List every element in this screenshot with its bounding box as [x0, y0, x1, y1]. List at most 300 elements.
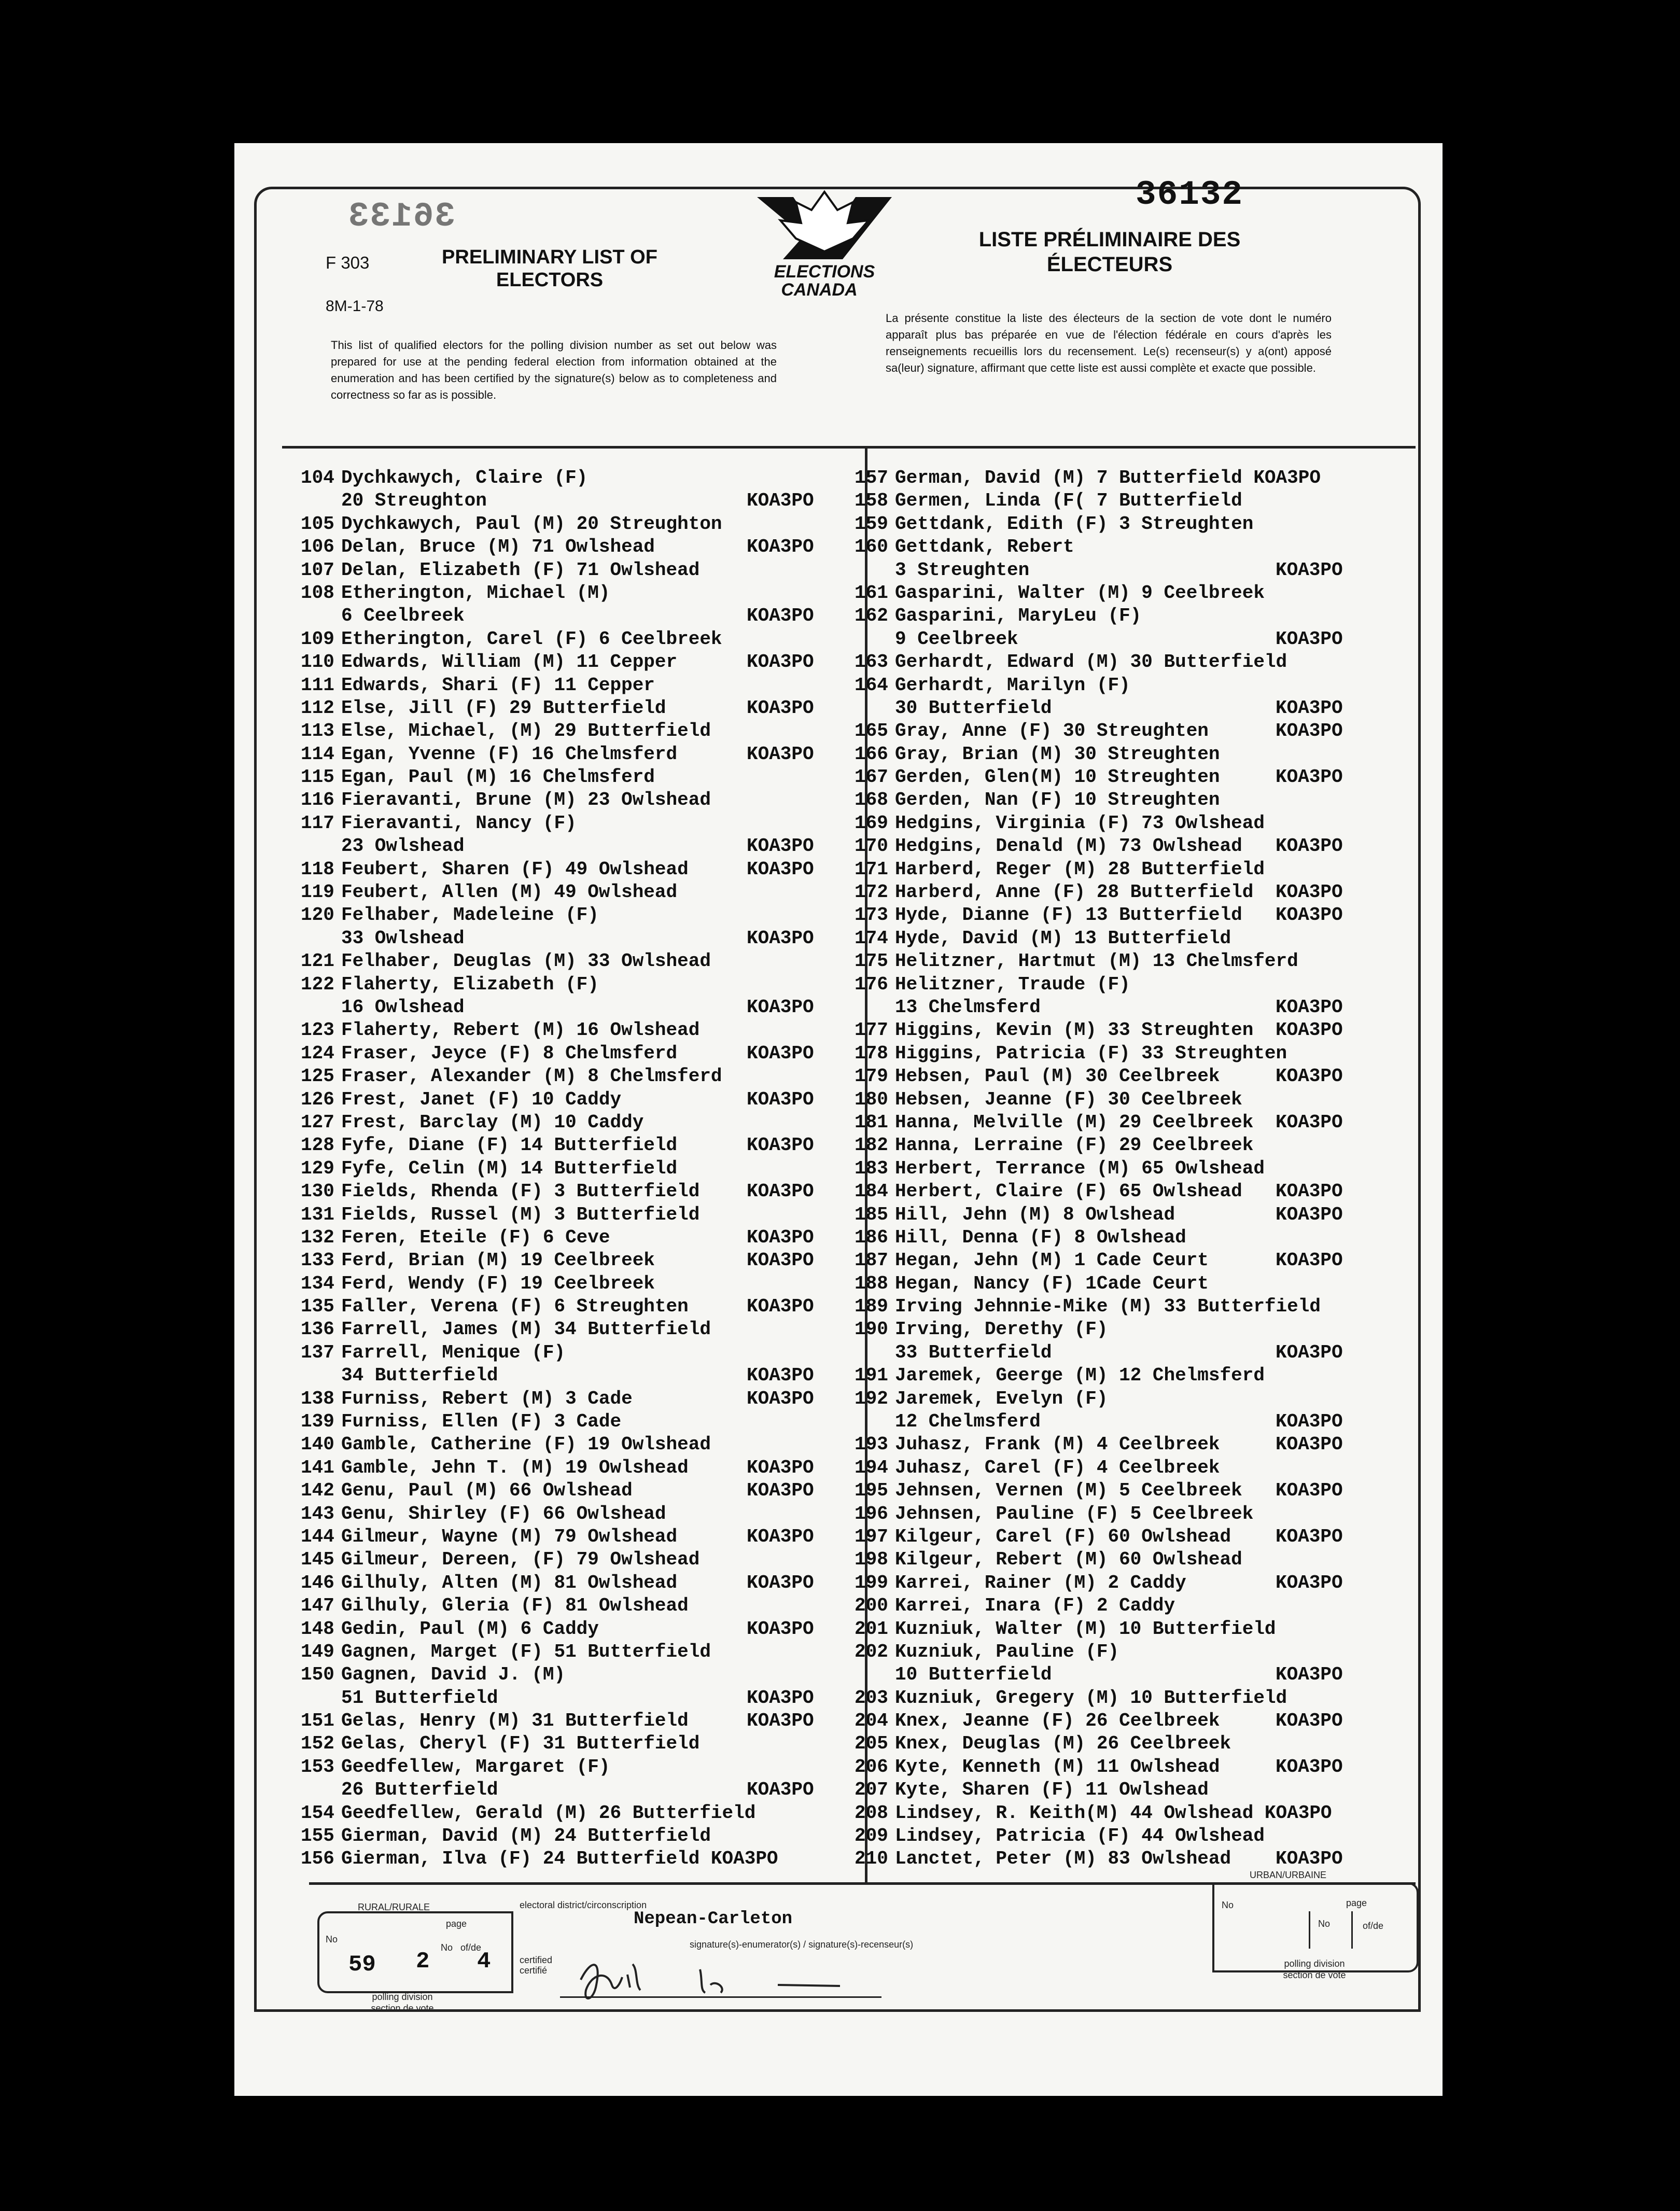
- elector-entry: Else, Jill (F) 29 Butterfield: [341, 697, 666, 719]
- intro-french: La présente constitue la liste des électeurs de la section de vote dont le numéro apparaît plus bas préparée en vue de l'élection fédérale en cours d'après les renseignements recueillis lors du recensement. Le(s) recenseur(s) y a(ont) apposé sa(leur) signature, affirmant que cette liste est aussi complète et exacte que possible.: [886, 312, 1332, 374]
- elector-row: [301, 1618, 814, 1641]
- elector-row: [855, 1364, 1332, 1387]
- elector-entry: Hegan, Jehn (M) 1 Cade Ceurt: [895, 1250, 1209, 1271]
- elector-row: [301, 1479, 814, 1502]
- elector-row: [855, 996, 1343, 1019]
- elector-entry: 12 Chelmsferd: [895, 1411, 1041, 1433]
- elector-row: [855, 1594, 1332, 1617]
- elector-entry: Hill, Jehn (M) 8 Owlshead: [895, 1204, 1175, 1225]
- elector-entry: Gerden, Nan (F) 10 Streughten: [895, 789, 1220, 811]
- elector-entry: Fieravanti, Brune (M) 23 Owlshead: [341, 789, 711, 811]
- elector-row: [855, 582, 1332, 605]
- elector-row: [301, 1042, 814, 1065]
- elector-row: [855, 1272, 1332, 1295]
- elector-number: 174: [855, 927, 888, 949]
- elector-entry: Egan, Yvenne (F) 16 Chelmsferd: [341, 743, 678, 765]
- elector-number: 176: [855, 973, 888, 995]
- elector-entry: Gettdank, Edith (F) 3 Streughten: [895, 513, 1254, 535]
- elector-number: 130: [301, 1181, 334, 1202]
- elector-number: 114: [301, 743, 334, 765]
- elector-entry: Gedin, Paul (M) 6 Caddy: [341, 1618, 599, 1640]
- postal-code: KOA3PO: [747, 1388, 814, 1409]
- elector-entry: Kuzniuk, Walter (M) 10 Butterfield: [895, 1618, 1276, 1640]
- elector-number: 157: [855, 467, 888, 488]
- postal-code: KOA3PO: [1276, 996, 1343, 1018]
- elector-number: 143: [301, 1503, 334, 1524]
- elector-entry: Dychkawych, Paul (M) 20 Streughton: [341, 513, 722, 535]
- elector-number: 193: [855, 1434, 888, 1456]
- urban-polling-division-en: polling division: [1284, 1958, 1345, 1969]
- elector-number: 202: [855, 1641, 888, 1662]
- elector-number: 149: [301, 1641, 334, 1662]
- elector-entry: 6 Ceelbreek: [341, 605, 465, 627]
- elector-entry: Kilgeur, Rebert (M) 60 Owlshead: [895, 1549, 1242, 1571]
- elector-number: 188: [855, 1272, 888, 1294]
- elector-number: 108: [301, 582, 334, 604]
- elector-number: 155: [301, 1825, 334, 1847]
- elector-number: 125: [301, 1066, 334, 1087]
- postal-code: KOA3PO: [747, 1181, 814, 1202]
- elector-number: 210: [855, 1848, 888, 1870]
- elector-row: [301, 1295, 814, 1318]
- elector-row: [301, 559, 778, 582]
- elector-number: 206: [855, 1756, 888, 1778]
- elector-row: [855, 1825, 1332, 1848]
- elector-row: [855, 1526, 1343, 1548]
- district-label: electoral district/circonscription: [520, 1900, 647, 1910]
- elector-row: [301, 835, 814, 858]
- elector-number: 137: [301, 1341, 334, 1363]
- elector-row: [301, 1111, 778, 1134]
- postal-code: KOA3PO: [747, 996, 814, 1018]
- elector-row: [855, 1226, 1332, 1249]
- elector-row: [301, 1848, 778, 1870]
- signature-line: [560, 1996, 881, 1998]
- elector-row: [855, 1572, 1343, 1594]
- postal-code: KOA3PO: [747, 858, 814, 880]
- polling-division-fr: section de vote: [371, 2003, 434, 2013]
- elector-row: [301, 1687, 814, 1710]
- elector-row: [301, 1088, 814, 1111]
- elector-entry: 23 Owlshead: [341, 835, 465, 857]
- postal-code: KOA3PO: [747, 651, 814, 673]
- elector-entry: Felhaber, Madeleine (F): [341, 904, 599, 926]
- elector-row: [301, 904, 778, 927]
- elector-number: 115: [301, 766, 334, 788]
- elector-number: 153: [301, 1756, 334, 1778]
- elector-entry: Gasparini, MaryLeu (F): [895, 605, 1142, 627]
- elector-row: [855, 1848, 1343, 1870]
- elector-row: [301, 973, 778, 996]
- elector-number: 128: [301, 1135, 334, 1156]
- elector-number: 148: [301, 1618, 334, 1640]
- elector-entry: 26 Butterfield: [341, 1779, 498, 1801]
- elector-row: [301, 1364, 814, 1387]
- elector-row: [301, 766, 778, 789]
- elector-number: 121: [301, 950, 334, 972]
- elector-number: 196: [855, 1503, 888, 1524]
- elector-number: 169: [855, 812, 888, 834]
- elector-entry: Dychkawych, Claire (F): [341, 467, 588, 488]
- elector-number: 118: [301, 858, 334, 880]
- elector-row: [855, 1065, 1343, 1088]
- elector-entry: Kuzniuk, Pauline (F): [895, 1641, 1119, 1662]
- elector-entry: Hebsen, Paul (M) 30 Ceelbreek: [895, 1066, 1220, 1087]
- elector-entry: Gierman, Ilva (F) 24 Butterfield KOA3PO: [341, 1848, 778, 1870]
- elector-row: [301, 651, 814, 674]
- elector-row: [301, 881, 778, 904]
- elector-entry: Hegan, Nancy (F) 1Cade Ceurt: [895, 1272, 1209, 1294]
- elector-entry: Fyfe, Celin (M) 14 Butterfield: [341, 1157, 678, 1179]
- postal-code: KOA3PO: [1276, 697, 1343, 719]
- elector-row: [301, 1548, 778, 1571]
- elector-number: 131: [301, 1204, 334, 1225]
- elector-row: [855, 605, 1332, 627]
- elector-entry: Gamble, Jehn T. (M) 19 Owlshead: [341, 1457, 689, 1478]
- elector-entry: Else, Michael, (M) 29 Butterfield: [341, 720, 711, 742]
- postal-code: KOA3PO: [1276, 1250, 1343, 1271]
- elector-number: 119: [301, 881, 334, 903]
- postal-code: KOA3PO: [1276, 766, 1343, 788]
- elector-row: [855, 1019, 1343, 1042]
- postal-code: KOA3PO: [1276, 1341, 1343, 1363]
- elector-entry: Irving Jehnnie-Mike (M) 33 Butterfield: [895, 1296, 1321, 1318]
- postal-code: KOA3PO: [1276, 628, 1343, 650]
- elector-entry: Jehnsen, Pauline (F) 5 Ceelbreek: [895, 1503, 1254, 1524]
- elector-entry: Edwards, William (M) 11 Cepper: [341, 651, 678, 673]
- elector-row: [855, 1042, 1332, 1065]
- elector-entry: Hedgins, Denald (M) 73 Owlshead: [895, 835, 1242, 857]
- postal-code: KOA3PO: [1276, 1756, 1343, 1778]
- elector-entry: Germen, Linda (F( 7 Butterfield: [895, 490, 1242, 512]
- postal-code: KOA3PO: [747, 1250, 814, 1271]
- elector-number: 109: [301, 628, 334, 650]
- elector-row: [301, 1249, 814, 1272]
- elector-row: [301, 605, 814, 627]
- elector-entry: Flaherty, Elizabeth (F): [341, 973, 599, 995]
- elector-row: [855, 881, 1343, 904]
- elector-number: 190: [855, 1319, 888, 1340]
- elector-entry: Jaremek, Geerge (M) 12 Chelmsferd: [895, 1365, 1265, 1387]
- elector-number: 180: [855, 1088, 888, 1110]
- elector-entry: Hebsen, Jeanne (F) 30 Ceelbreek: [895, 1088, 1242, 1110]
- rural-of-label: of/de: [460, 1942, 482, 1953]
- postal-code: KOA3PO: [1276, 1480, 1343, 1502]
- elector-row: [855, 1295, 1332, 1318]
- elections-canada-logo: [747, 187, 902, 306]
- elector-entry: Edwards, Shari (F) 11 Cepper: [341, 674, 655, 696]
- elector-number: 141: [301, 1457, 334, 1478]
- elector-entry: Fields, Russel (M) 3 Butterfield: [341, 1204, 700, 1225]
- urban-page-no-label: No: [1318, 1919, 1331, 1929]
- elector-entry: Fieravanti, Nancy (F): [341, 812, 577, 834]
- elector-entry: Farrell, James (M) 34 Butterfield: [341, 1319, 711, 1340]
- postal-code: KOA3PO: [747, 1365, 814, 1387]
- elector-entry: Higgins, Patricia (F) 33 Streughten: [895, 1042, 1287, 1064]
- elector-row: [301, 927, 814, 950]
- postal-code: KOA3PO: [1276, 835, 1343, 857]
- elector-entry: 3 Streughten: [895, 559, 1030, 581]
- elector-row: [301, 812, 778, 835]
- postal-code: KOA3PO: [747, 697, 814, 719]
- elector-number: 147: [301, 1595, 334, 1617]
- serial-number: 36132: [1136, 175, 1244, 214]
- elector-number: 182: [855, 1135, 888, 1156]
- elector-row: [855, 743, 1332, 766]
- elector-number: 146: [301, 1572, 334, 1593]
- elector-number: 138: [301, 1388, 334, 1409]
- elector-entry: Juhasz, Frank (M) 4 Ceelbreek: [895, 1434, 1220, 1456]
- elector-entry: Delan, Elizabeth (F) 71 Owlshead: [341, 559, 700, 581]
- elector-entry: Gilhuly, Gleria (F) 81 Owlshead: [341, 1595, 689, 1617]
- urban-of-label: of/de: [1363, 1921, 1384, 1931]
- elector-entry: Faller, Verena (F) 6 Streughten: [341, 1296, 689, 1318]
- elector-number: 187: [855, 1250, 888, 1271]
- urban-page-label: page: [1346, 1898, 1367, 1908]
- elector-entry: 33 Owlshead: [341, 927, 465, 949]
- elector-entry: Lanctet, Peter (M) 83 Owlshead: [895, 1848, 1231, 1870]
- elector-row: [855, 1618, 1332, 1641]
- elector-entry: 20 Streughton: [341, 490, 487, 512]
- elector-entry: Herbert, Claire (F) 65 Owlshead: [895, 1181, 1242, 1202]
- elector-entry: Gerden, Glen(M) 10 Streughten: [895, 766, 1220, 788]
- elector-number: 106: [301, 536, 334, 558]
- elector-number: 183: [855, 1157, 888, 1179]
- elector-entry: Gagnen, Marget (F) 51 Butterfield: [341, 1641, 711, 1662]
- elector-row: [855, 950, 1332, 973]
- elector-row: [301, 1663, 778, 1686]
- elector-row: [301, 1756, 778, 1779]
- postal-code: KOA3PO: [1276, 559, 1343, 581]
- elector-entry: Gierman, David (M) 24 Butterfield: [341, 1825, 711, 1847]
- elector-row: [855, 1732, 1332, 1755]
- certified-fr: certifié: [520, 1965, 548, 1976]
- elector-row: [855, 1663, 1343, 1686]
- urban-polling-division-label: [1265, 1958, 1364, 1981]
- elector-row: [855, 1479, 1343, 1502]
- postal-code: KOA3PO: [747, 1457, 814, 1478]
- elector-entry: Frest, Barclay (M) 10 Caddy: [341, 1111, 644, 1133]
- elector-entry: Knex, Deuglas (M) 26 Ceelbreek: [895, 1733, 1231, 1755]
- elector-entry: Hyde, Dianne (F) 13 Butterfield: [895, 904, 1242, 926]
- elector-entry: Kuzniuk, Gregery (M) 10 Butterfield: [895, 1687, 1287, 1709]
- elector-row: [301, 1341, 778, 1364]
- elector-number: 197: [855, 1526, 888, 1547]
- elector-row: [855, 467, 1332, 489]
- elector-entry: 34 Butterfield: [341, 1365, 498, 1387]
- rural-no-label: No: [326, 1934, 338, 1944]
- page-number: 2: [416, 1949, 430, 1975]
- elector-row: [855, 1457, 1332, 1479]
- elector-entry: 51 Butterfield: [341, 1687, 498, 1709]
- title-english: PRELIMINARY LIST OF ELECTORS: [442, 246, 657, 291]
- urban-no-label: No: [1222, 1900, 1234, 1910]
- elector-row: [855, 835, 1343, 858]
- elector-number: 172: [855, 881, 888, 903]
- postal-code: KOA3PO: [1276, 720, 1343, 742]
- elector-number: 204: [855, 1710, 888, 1732]
- elector-row: [301, 536, 814, 558]
- postal-code: KOA3PO: [747, 743, 814, 765]
- postal-code: KOA3PO: [1276, 1848, 1343, 1870]
- elector-number: 200: [855, 1595, 888, 1617]
- elector-entry: Fraser, Jeyce (F) 8 Chelmsferd: [341, 1042, 678, 1064]
- elector-entry: Egan, Paul (M) 16 Chelmsferd: [341, 766, 655, 788]
- elector-entry: Gagnen, David J. (M): [341, 1664, 566, 1686]
- elector-row: [855, 1180, 1343, 1203]
- postal-code: KOA3PO: [747, 1687, 814, 1709]
- elector-number: 205: [855, 1733, 888, 1755]
- elector-number: 168: [855, 789, 888, 811]
- elector-entry: Hedgins, Virginia (F) 73 Owlshead: [895, 812, 1265, 834]
- elector-entry: Geedfellew, Margaret (F): [341, 1756, 610, 1778]
- postal-code: KOA3PO: [747, 1779, 814, 1801]
- logo-text-canada: CANADA: [781, 280, 858, 300]
- elector-number: 105: [301, 513, 334, 535]
- elector-number: 185: [855, 1204, 888, 1225]
- elector-row: [301, 1065, 778, 1088]
- elector-entry: Lindsey, Patricia (F) 44 Owlshead: [895, 1825, 1265, 1847]
- postal-code: KOA3PO: [1276, 1710, 1343, 1732]
- elector-row: [855, 1802, 1332, 1825]
- elector-entry: Ferd, Wendy (F) 19 Ceelbreek: [341, 1272, 655, 1294]
- elector-row: [301, 513, 778, 536]
- elector-number: 165: [855, 720, 888, 742]
- elector-number: 123: [301, 1019, 334, 1041]
- elector-entry: Kyte, Kenneth (M) 11 Owlshead: [895, 1756, 1220, 1778]
- certified-label: [520, 1955, 552, 1976]
- elector-row: [855, 1710, 1343, 1732]
- elector-number: 162: [855, 605, 888, 627]
- elector-entry: Hill, Denna (F) 8 Owlshead: [895, 1226, 1186, 1248]
- elector-row: [855, 973, 1332, 996]
- elector-entry: Geedfellew, Gerald (M) 26 Butterfield: [341, 1802, 756, 1824]
- elector-row: [855, 766, 1343, 789]
- elector-row: [301, 489, 814, 512]
- rural-page-no-label: No: [441, 1942, 453, 1953]
- elector-entry: Fraser, Alexander (M) 8 Chelmsferd: [341, 1066, 722, 1087]
- elector-entry: Irving, Derethy (F): [895, 1319, 1108, 1340]
- elector-number: 195: [855, 1480, 888, 1502]
- elector-number: 154: [301, 1802, 334, 1824]
- postal-code: KOA3PO: [747, 490, 814, 512]
- elector-row: [301, 628, 778, 651]
- polling-division-en: polling division: [372, 1992, 433, 2002]
- elector-entry: 33 Butterfield: [895, 1341, 1052, 1363]
- elector-row: [855, 1779, 1332, 1801]
- elector-row: [301, 1226, 814, 1249]
- postal-code: KOA3PO: [747, 1042, 814, 1064]
- elector-number: 201: [855, 1618, 888, 1640]
- elector-entry: Genu, Shirley (F) 66 Owlshead: [341, 1503, 666, 1524]
- elector-number: 116: [301, 789, 334, 811]
- elector-column-left: [301, 467, 814, 1871]
- elector-number: 167: [855, 766, 888, 788]
- elector-row: [301, 1272, 778, 1295]
- elector-entry: 13 Chelmsferd: [895, 996, 1041, 1018]
- elector-row: [855, 1641, 1332, 1663]
- elector-entry: Herbert, Terrance (M) 65 Owlshead: [895, 1157, 1265, 1179]
- certified-en: certified: [520, 1955, 553, 1965]
- postal-code: KOA3PO: [1276, 881, 1343, 903]
- postal-code: KOA3PO: [747, 1572, 814, 1593]
- elector-row: [301, 467, 778, 489]
- urban-polling-division-fr: section de vote: [1283, 1970, 1346, 1980]
- elector-row: [301, 582, 778, 605]
- elector-row: [855, 1249, 1343, 1272]
- elector-row: [855, 559, 1343, 582]
- elector-entry: Felhaber, Deuglas (M) 33 Owlshead: [341, 950, 711, 972]
- elector-entry: Jaremek, Evelyn (F): [895, 1388, 1108, 1409]
- title-french: LISTE PRÉLIMINAIRE DES ÉLECTEURS: [978, 228, 1241, 276]
- elector-row: [301, 743, 814, 766]
- elector-number: 158: [855, 490, 888, 512]
- elector-number: 208: [855, 1802, 888, 1824]
- elector-row: [855, 513, 1332, 536]
- urban-label: URBAN/URBAINE: [1250, 1870, 1327, 1880]
- elector-row: [855, 858, 1332, 881]
- postal-code: KOA3PO: [747, 1226, 814, 1248]
- elector-entry: Lindsey, R. Keith(M) 44 Owlshead KOA3PO: [895, 1802, 1332, 1824]
- postal-code: KOA3PO: [1276, 1111, 1343, 1133]
- elector-row: [855, 1756, 1343, 1779]
- elector-row: [301, 1526, 814, 1548]
- elector-row: [855, 1548, 1332, 1571]
- elector-number: 199: [855, 1572, 888, 1593]
- elector-number: 144: [301, 1526, 334, 1547]
- elector-row: [855, 1088, 1332, 1111]
- elector-entry: 30 Butterfield: [895, 697, 1052, 719]
- elector-row: [301, 1388, 814, 1410]
- rural-label: RURAL/RURALE: [358, 1902, 430, 1912]
- logo-text-elections: ELECTIONS: [774, 262, 875, 282]
- elector-row: [301, 996, 814, 1019]
- elector-number: 113: [301, 720, 334, 742]
- elector-number: 163: [855, 651, 888, 673]
- elector-row: [855, 720, 1343, 743]
- postal-code: KOA3PO: [1276, 1664, 1343, 1686]
- elector-number: 194: [855, 1457, 888, 1478]
- elector-entry: Hanna, Lerraine (F) 29 Ceelbreek: [895, 1135, 1254, 1156]
- page-total: 4: [477, 1949, 491, 1975]
- postal-code: KOA3PO: [747, 1088, 814, 1110]
- elector-row: [855, 674, 1332, 697]
- elector-entry: Gerhardt, Marilyn (F): [895, 674, 1130, 696]
- elector-number: 173: [855, 904, 888, 926]
- elector-number: 136: [301, 1319, 334, 1340]
- elector-row: [301, 1457, 814, 1479]
- district-value: Nepean-Carleton: [634, 1909, 793, 1929]
- elector-entry: Furniss, Rebert (M) 3 Cade: [341, 1388, 633, 1409]
- elector-entry: Frest, Janet (F) 10 Caddy: [341, 1088, 622, 1110]
- postal-code: KOA3PO: [747, 1618, 814, 1640]
- elector-row: [301, 1825, 778, 1848]
- elector-row: [301, 1641, 778, 1663]
- elector-number: 192: [855, 1388, 888, 1409]
- urban-divider-2: [1351, 1911, 1353, 1949]
- elector-number: 170: [855, 835, 888, 857]
- elector-number: 160: [855, 536, 888, 558]
- elector-row: [855, 1433, 1343, 1456]
- elector-row: [855, 1134, 1332, 1157]
- elector-row: [301, 1019, 778, 1042]
- elector-number: 191: [855, 1365, 888, 1387]
- postal-code: KOA3PO: [747, 1710, 814, 1732]
- elector-entry: Furniss, Ellen (F) 3 Cade: [341, 1411, 622, 1433]
- postal-code: KOA3PO: [1276, 1526, 1343, 1547]
- elector-row: [855, 812, 1332, 835]
- elector-row: [301, 858, 814, 881]
